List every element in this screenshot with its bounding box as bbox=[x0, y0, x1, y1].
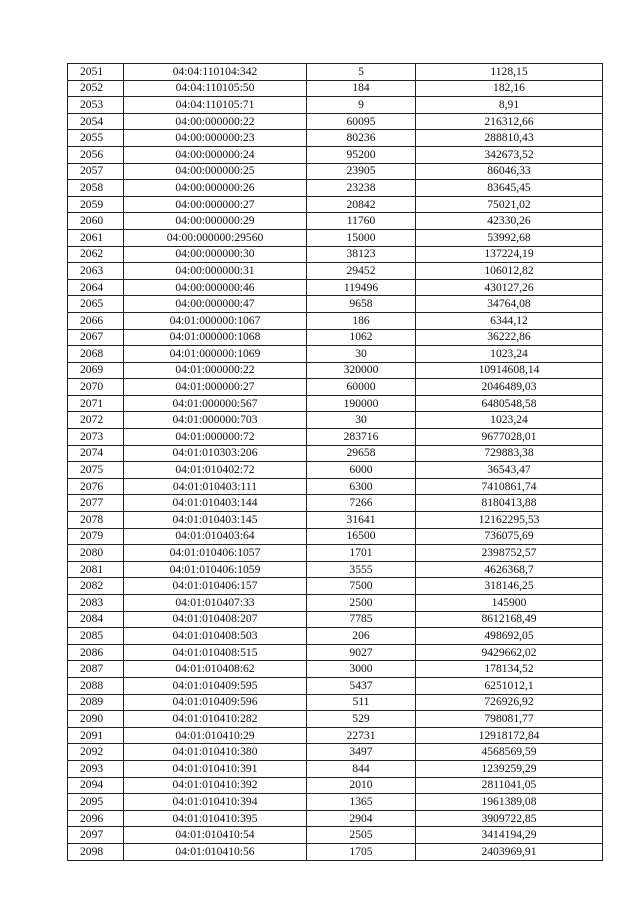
row-number-cell: 2082 bbox=[68, 578, 124, 595]
table-row bbox=[68, 279, 603, 296]
row-number-cell: 2062 bbox=[68, 246, 124, 263]
cadastral-number-cell: 04:01:000000:567 bbox=[124, 395, 307, 412]
area-cell: 29452 bbox=[307, 263, 416, 280]
row-number-cell: 2071 bbox=[68, 395, 124, 412]
row-number-cell: 2064 bbox=[68, 279, 124, 296]
table-row bbox=[68, 196, 603, 213]
table-row bbox=[68, 412, 603, 429]
row-number-cell: 2067 bbox=[68, 329, 124, 346]
table-row bbox=[68, 130, 603, 147]
cadastral-number-cell: 04:00:000000:23 bbox=[124, 130, 307, 147]
cadastral-number-cell: 04:00:000000:26 bbox=[124, 180, 307, 197]
area-cell: 60095 bbox=[307, 113, 416, 130]
cadastral-number-cell: 04:01:010408:503 bbox=[124, 628, 307, 645]
value-cell: 10914608,14 bbox=[416, 362, 603, 379]
value-cell: 4626368,7 bbox=[416, 561, 603, 578]
table-row bbox=[68, 395, 603, 412]
area-cell: 23238 bbox=[307, 180, 416, 197]
table-row bbox=[68, 760, 603, 777]
value-cell: 6344,12 bbox=[416, 312, 603, 329]
area-cell: 2010 bbox=[307, 777, 416, 794]
area-cell: 1062 bbox=[307, 329, 416, 346]
cadastral-number-cell: 04:00:000000:29 bbox=[124, 213, 307, 230]
table-row bbox=[68, 229, 603, 246]
area-cell: 9 bbox=[307, 97, 416, 114]
cadastral-number-cell: 04:04:110105:71 bbox=[124, 97, 307, 114]
value-cell: 83645,45 bbox=[416, 180, 603, 197]
cadastral-number-cell: 04:01:010409:596 bbox=[124, 694, 307, 711]
row-number-cell: 2076 bbox=[68, 478, 124, 495]
area-cell: 283716 bbox=[307, 429, 416, 446]
cadastral-number-cell: 04:01:010410:380 bbox=[124, 744, 307, 761]
value-cell: 182,16 bbox=[416, 80, 603, 97]
cadastral-number-cell: 04:00:000000:30 bbox=[124, 246, 307, 263]
area-cell: 320000 bbox=[307, 362, 416, 379]
value-cell: 498692,05 bbox=[416, 628, 603, 645]
row-number-cell: 2075 bbox=[68, 462, 124, 479]
table-row bbox=[68, 744, 603, 761]
row-number-cell: 2056 bbox=[68, 146, 124, 163]
table-row bbox=[68, 661, 603, 678]
row-number-cell: 2086 bbox=[68, 644, 124, 661]
table-row bbox=[68, 296, 603, 313]
area-cell: 6000 bbox=[307, 462, 416, 479]
value-cell: 798081,77 bbox=[416, 711, 603, 728]
cadastral-number-cell: 04:01:010406:157 bbox=[124, 578, 307, 595]
table-row bbox=[68, 146, 603, 163]
area-cell: 5 bbox=[307, 64, 416, 81]
value-cell: 2811041,05 bbox=[416, 777, 603, 794]
cadastral-number-cell: 04:00:000000:24 bbox=[124, 146, 307, 163]
value-cell: 1961389,08 bbox=[416, 794, 603, 811]
value-cell: 9677028,01 bbox=[416, 429, 603, 446]
table-row bbox=[68, 711, 603, 728]
table-row bbox=[68, 80, 603, 97]
area-cell: 80236 bbox=[307, 130, 416, 147]
area-cell: 30 bbox=[307, 412, 416, 429]
row-number-cell: 2097 bbox=[68, 827, 124, 844]
cadastral-number-cell: 04:04:110105:50 bbox=[124, 80, 307, 97]
row-number-cell: 2078 bbox=[68, 512, 124, 529]
table-body bbox=[68, 64, 603, 861]
value-cell: 12162295,53 bbox=[416, 512, 603, 529]
table-row bbox=[68, 163, 603, 180]
area-cell: 7785 bbox=[307, 611, 416, 628]
cadastral-number-cell: 04:01:010403:64 bbox=[124, 528, 307, 545]
row-number-cell: 2096 bbox=[68, 810, 124, 827]
cadastral-number-cell: 04:01:010410:394 bbox=[124, 794, 307, 811]
cadastral-number-cell: 04:00:000000:46 bbox=[124, 279, 307, 296]
value-cell: 736075,69 bbox=[416, 528, 603, 545]
row-number-cell: 2058 bbox=[68, 180, 124, 197]
area-cell: 206 bbox=[307, 628, 416, 645]
row-number-cell: 2089 bbox=[68, 694, 124, 711]
area-cell: 30 bbox=[307, 346, 416, 363]
table-row bbox=[68, 478, 603, 495]
row-number-cell: 2054 bbox=[68, 113, 124, 130]
area-cell: 529 bbox=[307, 711, 416, 728]
table-row bbox=[68, 794, 603, 811]
row-number-cell: 2070 bbox=[68, 379, 124, 396]
row-number-cell: 2093 bbox=[68, 760, 124, 777]
area-cell: 6300 bbox=[307, 478, 416, 495]
row-number-cell: 2085 bbox=[68, 628, 124, 645]
row-number-cell: 2095 bbox=[68, 794, 124, 811]
area-cell: 9027 bbox=[307, 644, 416, 661]
value-cell: 86046,33 bbox=[416, 163, 603, 180]
value-cell: 216312,66 bbox=[416, 113, 603, 130]
value-cell: 2398752,57 bbox=[416, 545, 603, 562]
table-row bbox=[68, 628, 603, 645]
cadastral-number-cell: 04:01:010403:145 bbox=[124, 512, 307, 529]
cadastral-number-cell: 04:01:010410:56 bbox=[124, 843, 307, 860]
table-row bbox=[68, 246, 603, 263]
row-number-cell: 2073 bbox=[68, 429, 124, 446]
value-cell: 342673,52 bbox=[416, 146, 603, 163]
value-cell: 288810,43 bbox=[416, 130, 603, 147]
cadastral-number-cell: 04:01:010409:595 bbox=[124, 677, 307, 694]
area-cell: 184 bbox=[307, 80, 416, 97]
value-cell: 36543,47 bbox=[416, 462, 603, 479]
table-row bbox=[68, 64, 603, 81]
cadastral-number-cell: 04:01:010410:395 bbox=[124, 810, 307, 827]
cadastral-number-cell: 04:01:000000:27 bbox=[124, 379, 307, 396]
value-cell: 4568569,59 bbox=[416, 744, 603, 761]
area-cell: 511 bbox=[307, 694, 416, 711]
value-cell: 42330,26 bbox=[416, 213, 603, 230]
area-cell: 11760 bbox=[307, 213, 416, 230]
table-row bbox=[68, 827, 603, 844]
table-row bbox=[68, 97, 603, 114]
area-cell: 2505 bbox=[307, 827, 416, 844]
area-cell: 1701 bbox=[307, 545, 416, 562]
value-cell: 1023,24 bbox=[416, 346, 603, 363]
area-cell: 3497 bbox=[307, 744, 416, 761]
value-cell: 318146,25 bbox=[416, 578, 603, 595]
cadastral-number-cell: 04:01:010410:392 bbox=[124, 777, 307, 794]
table-row bbox=[68, 727, 603, 744]
value-cell: 6251012,1 bbox=[416, 677, 603, 694]
value-cell: 53992,68 bbox=[416, 229, 603, 246]
table-row bbox=[68, 777, 603, 794]
value-cell: 137224,19 bbox=[416, 246, 603, 263]
cadastral-number-cell: 04:01:000000:1068 bbox=[124, 329, 307, 346]
area-cell: 7266 bbox=[307, 495, 416, 512]
area-cell: 2904 bbox=[307, 810, 416, 827]
table-row bbox=[68, 595, 603, 612]
cadastral-number-cell: 04:01:000000:703 bbox=[124, 412, 307, 429]
table-row bbox=[68, 445, 603, 462]
area-cell: 2500 bbox=[307, 595, 416, 612]
row-number-cell: 2077 bbox=[68, 495, 124, 512]
table-row bbox=[68, 644, 603, 661]
value-cell: 2046489,03 bbox=[416, 379, 603, 396]
table-row bbox=[68, 694, 603, 711]
row-number-cell: 2063 bbox=[68, 263, 124, 280]
cadastral-number-cell: 04:01:000000:22 bbox=[124, 362, 307, 379]
area-cell: 1705 bbox=[307, 843, 416, 860]
row-number-cell: 2066 bbox=[68, 312, 124, 329]
table-row bbox=[68, 611, 603, 628]
area-cell: 5437 bbox=[307, 677, 416, 694]
row-number-cell: 2053 bbox=[68, 97, 124, 114]
area-cell: 16500 bbox=[307, 528, 416, 545]
area-cell: 844 bbox=[307, 760, 416, 777]
row-number-cell: 2080 bbox=[68, 545, 124, 562]
row-number-cell: 2088 bbox=[68, 677, 124, 694]
area-cell: 20842 bbox=[307, 196, 416, 213]
cadastral-number-cell: 04:01:010408:207 bbox=[124, 611, 307, 628]
value-cell: 9429662,02 bbox=[416, 644, 603, 661]
value-cell: 8612168,49 bbox=[416, 611, 603, 628]
cadastral-number-cell: 04:01:010410:54 bbox=[124, 827, 307, 844]
row-number-cell: 2051 bbox=[68, 64, 124, 81]
row-number-cell: 2065 bbox=[68, 296, 124, 313]
row-number-cell: 2074 bbox=[68, 445, 124, 462]
table-row bbox=[68, 578, 603, 595]
row-number-cell: 2057 bbox=[68, 163, 124, 180]
area-cell: 23905 bbox=[307, 163, 416, 180]
cadastral-number-cell: 04:01:000000:1067 bbox=[124, 312, 307, 329]
row-number-cell: 2083 bbox=[68, 595, 124, 612]
table-row bbox=[68, 462, 603, 479]
cadastral-number-cell: 04:01:000000:1069 bbox=[124, 346, 307, 363]
area-cell: 38123 bbox=[307, 246, 416, 263]
value-cell: 1128,15 bbox=[416, 64, 603, 81]
table-row bbox=[68, 810, 603, 827]
cadastral-number-cell: 04:00:000000:22 bbox=[124, 113, 307, 130]
table-row bbox=[68, 429, 603, 446]
area-cell: 22731 bbox=[307, 727, 416, 744]
value-cell: 75021,02 bbox=[416, 196, 603, 213]
value-cell: 34764,08 bbox=[416, 296, 603, 313]
row-number-cell: 2069 bbox=[68, 362, 124, 379]
cadastral-number-cell: 04:01:010408:515 bbox=[124, 644, 307, 661]
row-number-cell: 2081 bbox=[68, 561, 124, 578]
row-number-cell: 2094 bbox=[68, 777, 124, 794]
cadastral-number-cell: 04:00:000000:31 bbox=[124, 263, 307, 280]
area-cell: 60000 bbox=[307, 379, 416, 396]
row-number-cell: 2059 bbox=[68, 196, 124, 213]
value-cell: 12918172,84 bbox=[416, 727, 603, 744]
value-cell: 729883,38 bbox=[416, 445, 603, 462]
value-cell: 36222,86 bbox=[416, 329, 603, 346]
row-number-cell: 2068 bbox=[68, 346, 124, 363]
cadastral-number-cell: 04:01:000000:72 bbox=[124, 429, 307, 446]
table-row bbox=[68, 495, 603, 512]
area-cell: 29658 bbox=[307, 445, 416, 462]
value-cell: 726926,92 bbox=[416, 694, 603, 711]
table-row bbox=[68, 512, 603, 529]
table-row bbox=[68, 545, 603, 562]
value-cell: 178134,52 bbox=[416, 661, 603, 678]
cadastral-number-cell: 04:01:010403:111 bbox=[124, 478, 307, 495]
value-cell: 7410861,74 bbox=[416, 478, 603, 495]
table-row bbox=[68, 843, 603, 860]
cadastral-number-cell: 04:00:000000:29560 bbox=[124, 229, 307, 246]
area-cell: 1365 bbox=[307, 794, 416, 811]
area-cell: 7500 bbox=[307, 578, 416, 595]
table-row bbox=[68, 312, 603, 329]
area-cell: 15000 bbox=[307, 229, 416, 246]
area-cell: 95200 bbox=[307, 146, 416, 163]
value-cell: 8180413,88 bbox=[416, 495, 603, 512]
row-number-cell: 2091 bbox=[68, 727, 124, 744]
table-row bbox=[68, 528, 603, 545]
area-cell: 3000 bbox=[307, 661, 416, 678]
cadastral-number-cell: 04:01:010410:29 bbox=[124, 727, 307, 744]
table-row bbox=[68, 113, 603, 130]
cadastral-number-cell: 04:00:000000:25 bbox=[124, 163, 307, 180]
row-number-cell: 2072 bbox=[68, 412, 124, 429]
value-cell: 2403969,91 bbox=[416, 843, 603, 860]
table-row bbox=[68, 346, 603, 363]
value-cell: 1239259,29 bbox=[416, 760, 603, 777]
area-cell: 9658 bbox=[307, 296, 416, 313]
cadastral-number-cell: 04:00:000000:27 bbox=[124, 196, 307, 213]
data-table bbox=[67, 63, 603, 861]
table-row bbox=[68, 180, 603, 197]
table-row bbox=[68, 263, 603, 280]
row-number-cell: 2092 bbox=[68, 744, 124, 761]
table-row bbox=[68, 677, 603, 694]
row-number-cell: 2052 bbox=[68, 80, 124, 97]
row-number-cell: 2061 bbox=[68, 229, 124, 246]
cadastral-number-cell: 04:01:010407:33 bbox=[124, 595, 307, 612]
cadastral-number-cell: 04:01:010406:1059 bbox=[124, 561, 307, 578]
row-number-cell: 2090 bbox=[68, 711, 124, 728]
cadastral-number-cell: 04:00:000000:47 bbox=[124, 296, 307, 313]
value-cell: 106012,82 bbox=[416, 263, 603, 280]
value-cell: 3414194,29 bbox=[416, 827, 603, 844]
area-cell: 3555 bbox=[307, 561, 416, 578]
row-number-cell: 2098 bbox=[68, 843, 124, 860]
cadastral-number-cell: 04:01:010410:282 bbox=[124, 711, 307, 728]
value-cell: 6480548,58 bbox=[416, 395, 603, 412]
value-cell: 430127,26 bbox=[416, 279, 603, 296]
area-cell: 186 bbox=[307, 312, 416, 329]
row-number-cell: 2060 bbox=[68, 213, 124, 230]
area-cell: 119496 bbox=[307, 279, 416, 296]
cadastral-number-cell: 04:01:010410:391 bbox=[124, 760, 307, 777]
cadastral-number-cell: 04:01:010402:72 bbox=[124, 462, 307, 479]
cadastral-number-cell: 04:01:010408:62 bbox=[124, 661, 307, 678]
table-row bbox=[68, 362, 603, 379]
value-cell: 8,91 bbox=[416, 97, 603, 114]
value-cell: 3909722,85 bbox=[416, 810, 603, 827]
table-row bbox=[68, 561, 603, 578]
row-number-cell: 2087 bbox=[68, 661, 124, 678]
table-row bbox=[68, 329, 603, 346]
area-cell: 31641 bbox=[307, 512, 416, 529]
cadastral-number-cell: 04:04:110104:342 bbox=[124, 64, 307, 81]
row-number-cell: 2079 bbox=[68, 528, 124, 545]
cadastral-number-cell: 04:01:010303:206 bbox=[124, 445, 307, 462]
row-number-cell: 2055 bbox=[68, 130, 124, 147]
cadastral-number-cell: 04:01:010406:1057 bbox=[124, 545, 307, 562]
cadastral-number-cell: 04:01:010403:144 bbox=[124, 495, 307, 512]
table-row bbox=[68, 379, 603, 396]
table-row bbox=[68, 213, 603, 230]
value-cell: 1023,24 bbox=[416, 412, 603, 429]
area-cell: 190000 bbox=[307, 395, 416, 412]
value-cell: 145900 bbox=[416, 595, 603, 612]
row-number-cell: 2084 bbox=[68, 611, 124, 628]
